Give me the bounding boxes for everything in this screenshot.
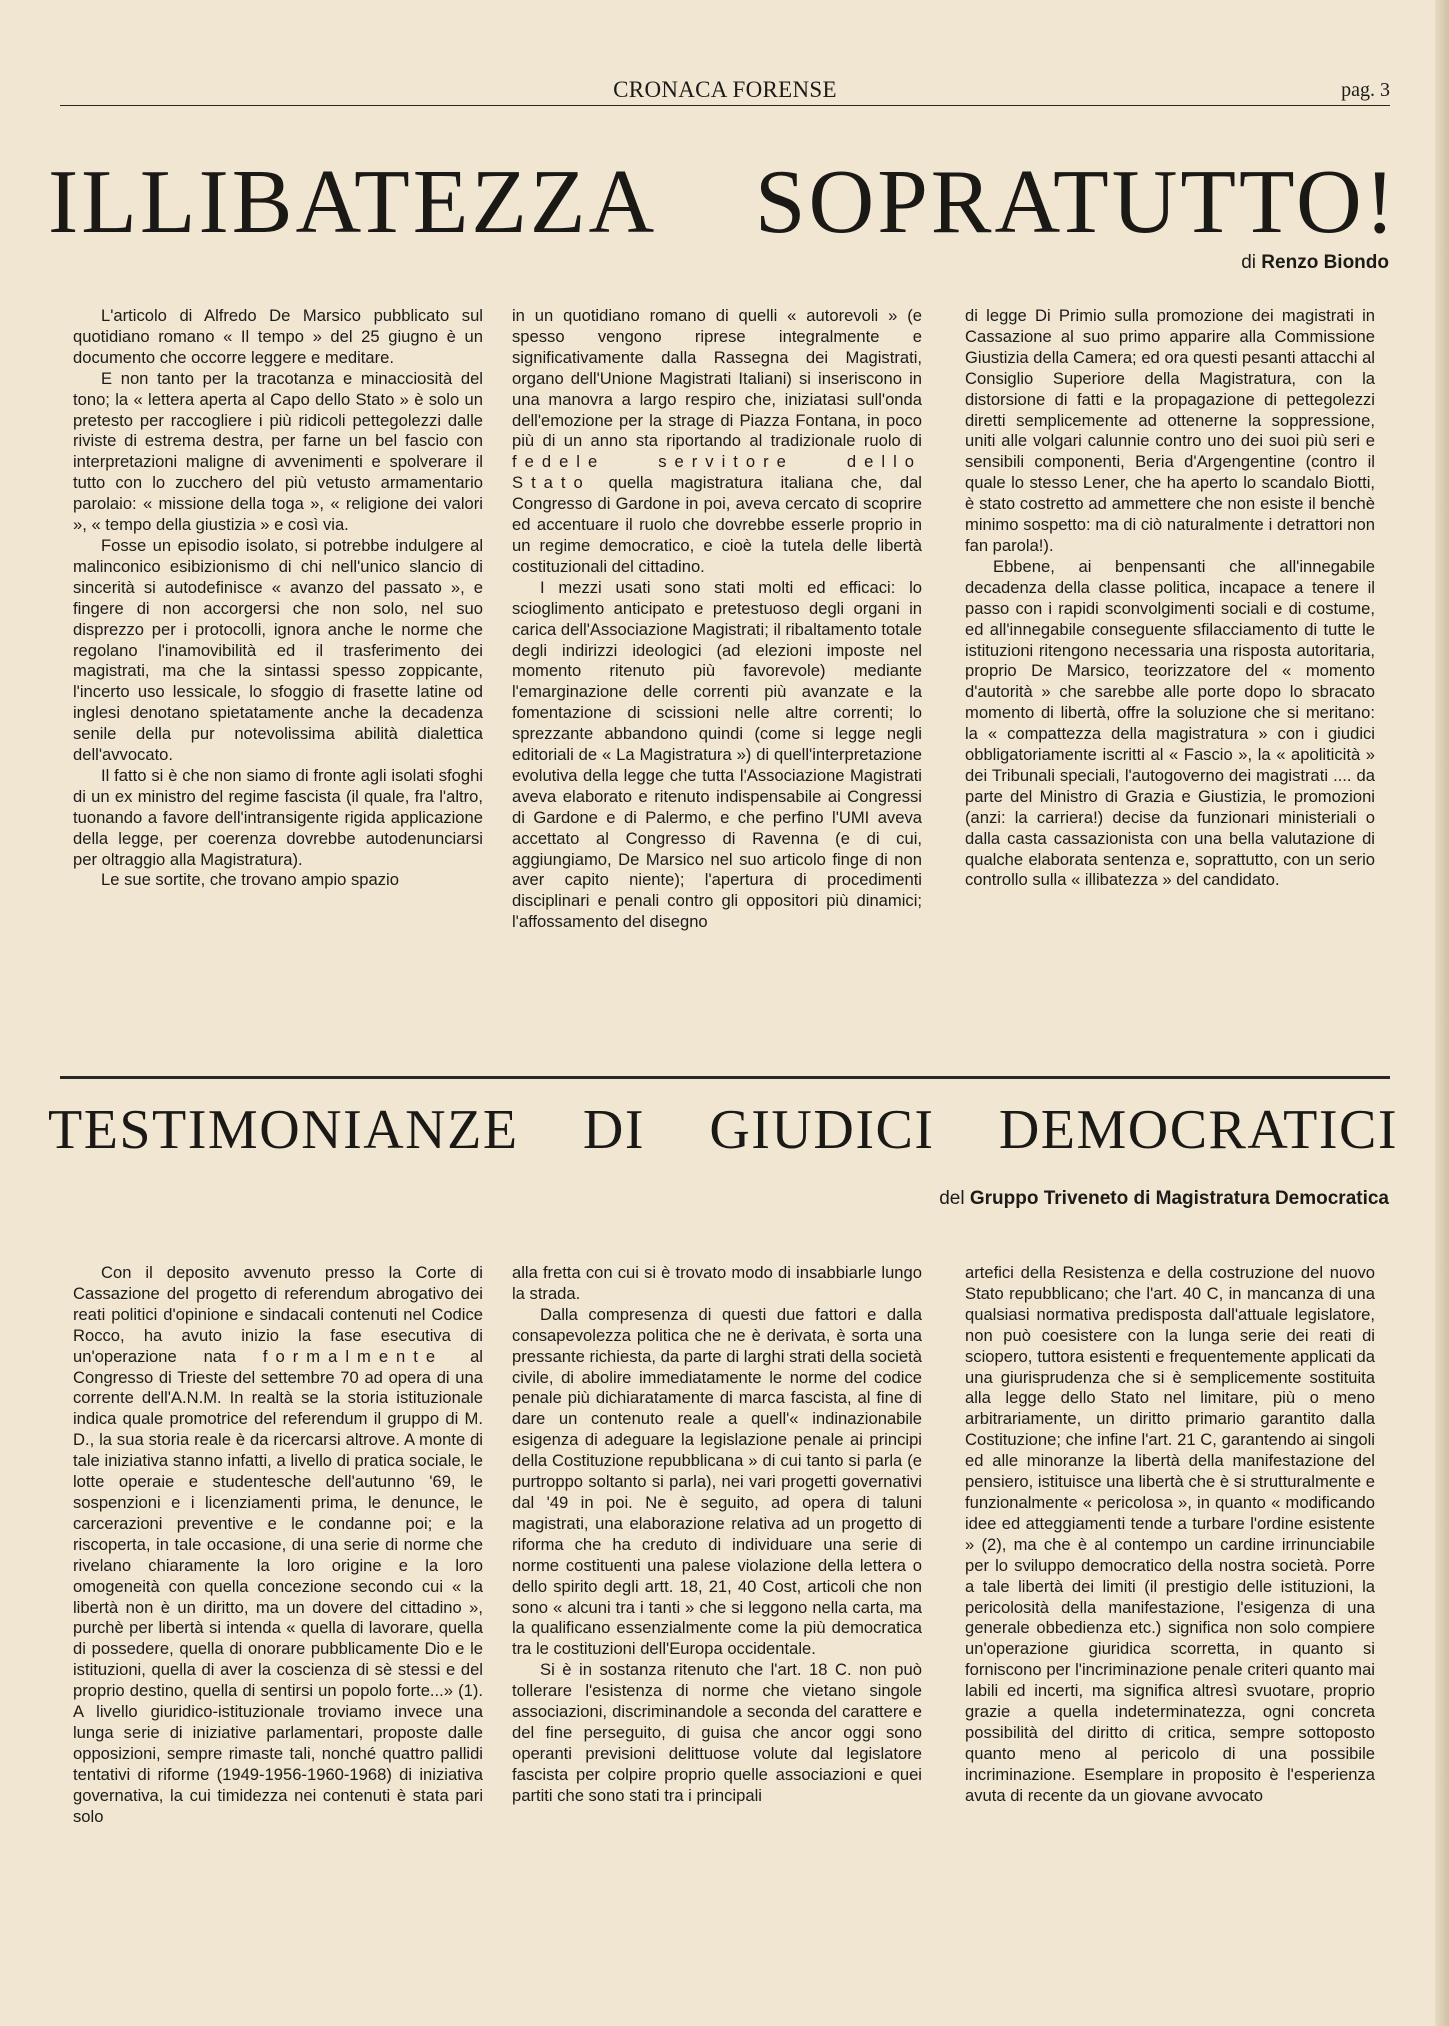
article1-column-3 [965, 306, 1375, 1046]
article1-title: ILLIBATEZZA SOPRATUTTO! [48, 151, 1398, 252]
byline-prefix: del [939, 1188, 965, 1209]
paragraph-text: in un quotidiano romano di quelli « autorevoli » (e spesso vengono riprese integralmente e significativamente dalla Rassegna dei Magistrati, organo dell'Unione Magistrati Italiani) si inseriscono in una manovra a largo respiro che, iniziatasi sull'onda dell'emozione per la strage di Piazza Fontana, in poco più di un anno sta riportando al tradizionale ruolo di [512, 306, 922, 451]
running-header [60, 75, 1390, 106]
byline-prefix: di [1241, 252, 1257, 273]
paragraph: I mezzi usati sono stati molti ed efficaci: lo scioglimento anticipato e pretestuoso degli organi in carica dell'Associazione Magistrati; il ribaltamento totale degli indirizzi ideologici (ad elezioni imposte nel momento ritenuto più favorevole) mediante l'emarginazione delle correnti più avanzate e la fomentazione di scissioni nelle altre correnti; lo sprezzante abbandono quindi (come si legge negli editoriali de « La Magistratura ») di quell'interpretazione evolutiva della legge che tutta l'Associazione Magistrati aveva elaborato e ritenuto indispensabile ai Congressi di Gardone e di Palermo, e che perfino l'UMI aveva accettato al Congresso di Ravenna (e di cui, aggiungiamo, De Marsico nel suo articolo finge di non aver capito niente); l'apertura di procedimenti disciplinari e penali contro gli oppositori più dinamici; l'affossamento del disegno [512, 577, 922, 932]
running-title: CRONACA FORENSE [613, 77, 837, 102]
spaced-phrase: fedele servitore dello Stato [512, 452, 922, 493]
paragraph: Fosse un episodio isolato, si potrebbe indulgere al malinconico esibizionismo di chi nell'unico slancio di sincerità si autodefinisce « avanzo del passato », e fingere di non accorgersi che non solo, nel suo disprezzo per i protocolli, ignora anche le norme che regolano l'inamovibilità ed il trasferimento dei magistrati, ma che la sintassi spesso zoppicante, l'incerto uso lessicale, lo sfoggio di frasette latine od inglesi denotano spietatamente anche la decadenza senile della pur notevolissima abilità dialettica dell'avvocato. [73, 535, 483, 765]
article1-column-1 [73, 306, 483, 1046]
paragraph: artefici della Resistenza e della costruzione del nuovo Stato repubblicano; che l'art. 40 C, in mancanza di una qualsiasi normativa predisposta dall'attuale legislatore, non può coesistere con la lunga serie dei reati di sciopero, tuttora esistenti e frequentemente applicati da una giurisprudenza che si è semplicemente sostituita alla legge dello Stato nel limitare, più o meno arbitrariamente, un diritto primario garantito dalla Costituzione; che infine l'art. 21 C, garantendo ai singoli ed alle minoranze la libertà della manifestazione del pensiero, istituisce una libertà che è si strutturalmente e funzionalmente « pericolosa », in quanto « modificando idee ed atteggiamenti tende a turbare l'ordine esistente » (2), ma che è al contempo un cardine irrinunciabile per lo sviluppo democratico della nostra società. Porre a tale libertà dei limiti (il prestigio delle istituzioni, la pericolosità della manifestazione, l'esigenza di una generale obbedienza etc.) significa non solo compiere un'operazione giuridica scorretta, in quanto si forniscono per l'incriminazione penale criteri quanto mai labili ed incerti, ma significa altresì svuotare, proprio grazie a quella indeterminatezza, ogni concreta possibilità del diritto di critica, sempre sottoposto quanto meno al pericolo di una possibile incriminazione. Esemplare in proposito è l'esperienza avuta di recente da un giovane avvocato [965, 1263, 1375, 1805]
spaced-phrase: formalmente [262, 1346, 444, 1366]
paragraph: Il fatto si è che non siamo di fronte agli isolati sfoghi di un ex ministro del regime fascista (il quale, fra l'altro, tuonando a favore dell'intransigente rigida applicazione della legge, per coerenza dovrebbe autodenunciarsi per oltraggio alla Magistratura). [73, 765, 483, 869]
paragraph-text: al Congresso di Trieste del settembre 70 ad opera di una corrente dell'A.N.M. In realtà se la storia istituzionale indica quale promotrice del referendum il gruppo di M. D., la sua storia reale è da ricercarsi altrove. A monte di tale iniziativa stanno infatti, a livello di pratica sociale, le lotte operaie e studentesche dell'autunno '69, le sospenzioni e i licenziamenti prima, le denunce, le carcerazioni preventive e le condanne poi; e la riscoperta, in tale occasione, di una serie di norme che rivelano chiaramente la loro origine e la loro omogeneità con quella concezione secondo cui « la libertà non è un diritto, ma un dovere del cittadino », purchè per libertà si intenda « quella di lavorare, quella di possedere, quella di onorare pubblicamente Dio e le istituzioni, quella di aver la coscienza di sè stessi e del proprio destino, quella di sentirsi un popolo forte...» (1). A livello giuridico-istituzionale troviamo invece una lunga serie di iniziative parlamentari, proposte dalle opposizioni, sempre rimaste tali, nonché quattro pallidi tentativi di riforme (1949-1956-1960-1968) di iniziativa governativa, la cui timidezza nei contenuti è stata pari solo [73, 1346, 483, 1826]
paragraph [512, 306, 922, 578]
byline-author: Gruppo Triveneto di Magistratura Democratica [969, 1188, 1389, 1209]
paragraph: Dalla compresenza di questi due fattori e dalla consapevolezza politica che ne è derivata, è sorta una pressante richiesta, da parte di larghi strati della società civile, di abolire immediatamente le norme del codice penale più dichiaratamente di marca fascista, al fine di dare un contenuto reale a quell'« indinazionabile esigenza di adeguare la legislazione penale ai principi della Costituzione repubblicana » di cui tanto si parla (e purtroppo soltanto si parla), nei vari progetti governativi dal '49 in poi. Ne è seguito, ad opera di taluni magistrati, una elaborazione relativa ad un progetto di riforma che ha creduto di individuare una serie di norme costituenti una palese violazione della lettera o dello spirito degli artt. 18, 21, 40 Cost, articoli che non sono « alcuni tra i tanti » che si leggono nella carta, ma la qualificano essenzialmente come la più democratica tra le costituzioni dell'Europa occidentale. [512, 1304, 922, 1659]
paragraph: di legge Di Primio sulla promozione dei magistrati in Cassazione al suo primo apparire alla Commissione Giustizia della Camera; ed ora questi pesanti attacchi al Consiglio Superiore della Magistratura, con la distorsione di fatti e la propagazione di pettegolezzi diretti semplicemente ad ottenerne la soppressione, uniti alle volgari calunnie contro uno dei suoi più seri e sensibili componenti, Beria d'Argengentine (contro il quale lo stesso Lener, che ha aperto lo scandalo Biotti, è stato costretto ad ammettere che non esiste il benchè minimo sospetto: ma di ciò naturalmente i detrattori non fan parola!). [965, 306, 1375, 555]
paragraph-text: quella magistratura italiana che, dal Congresso di Gardone in poi, aveva cercato di scoprire ed accentuare il ruolo che dovrebbe esserle proprio in un regime democratico, e cioè la tutela delle libertà costituzionali del cittadino. [512, 473, 922, 576]
article2-column-2 [512, 1263, 922, 2005]
article2-column-3 [965, 1263, 1375, 2005]
article2-title: TESTIMONIANZE DI GIUDICI DEMOCRATICI [48, 1099, 1398, 1161]
paragraph: E non tanto per la tracotanza e minacciosità del tono; la « lettera aperta al Capo dello Stato » è solo un pretesto per raccogliere i più ridicoli pettegolezzi dalle riviste di estrema destra, per farne un bel fascio con interpretazioni maligne di avvenimenti e spolverare il tutto con lo zucchero del più vetusto armamentario parolaio: « missione della toga », « religione dei valori », « tempo della giustizia » e così via. [73, 368, 483, 535]
paragraph: L'articolo di Alfredo De Marsico pubblicato sul quotidiano romano « Il tempo » del 25 giugno è un documento che occorre leggere e meditare. [73, 306, 483, 367]
article2-byline [939, 1188, 1389, 1210]
page-number: pag. 3 [1341, 79, 1390, 101]
paragraph: alla fretta con cui si è trovato modo di insabbiarle lungo la strada. [512, 1263, 922, 1303]
byline-author: Renzo Biondo [1261, 252, 1389, 273]
paragraph [73, 1263, 483, 1827]
section-divider [60, 1076, 1390, 1079]
article2-column-1 [73, 1263, 483, 2005]
article1-byline [1241, 252, 1389, 274]
article1-column-2 [512, 306, 922, 1046]
page-edge [1435, 0, 1449, 2026]
paragraph: Le sue sortite, che trovano ampio spazio [101, 870, 399, 890]
paragraph: Si è in sostanza ritenuto che l'art. 18 C. non può tollerare l'esistenza di norme che vietano singole associazioni, discriminandole a seconda del carattere e del fine perseguito, di guisa che ancor oggi sono operanti previsioni delittuose volute dal legislatore fascista per colpire proprio quelle associazioni e quei partiti che sono stati tra i principali [512, 1660, 922, 1805]
paragraph: Ebbene, ai benpensanti che all'innegabile decadenza della classe politica, incapace a tenere il passo con i rapidi sconvolgimenti sociali e di costume, ed all'innegabile conseguente sfilacciamento di tutte le istituzioni ritengono necessaria una risposta autoritaria, proprio De Marsico, teorizzatore del « momento d'autorità » che sarebbe alle porte dopo lo sbracato momento di libertà, offre la soluzione che si meritano: la « compattezza della magistratura » con i giudici obbligatoriamente iscritti al « Fascio », la « apoliticità » dei Tribunali speciali, l'autogoverno dei magistrati .... da parte del Ministro di Grazia e Giustizia, le promozioni (anzi: la carriera!) decise da funzionari ministeriali o dalla casta cassazionista con una bella valutazione di qualche elaborata sentenza e, soprattutto, con un serio controllo sulla « illibatezza » del candidato. [965, 556, 1375, 890]
paragraph-text: Con il deposito avvenuto presso la Corte di Cassazione del progetto di referendum abrogativo dei reati politici d'opinione e sindacali contenuti nel Codice Rocco, ha avuto inizio la fase esecutiva di un'operazione nata [73, 1263, 483, 1366]
